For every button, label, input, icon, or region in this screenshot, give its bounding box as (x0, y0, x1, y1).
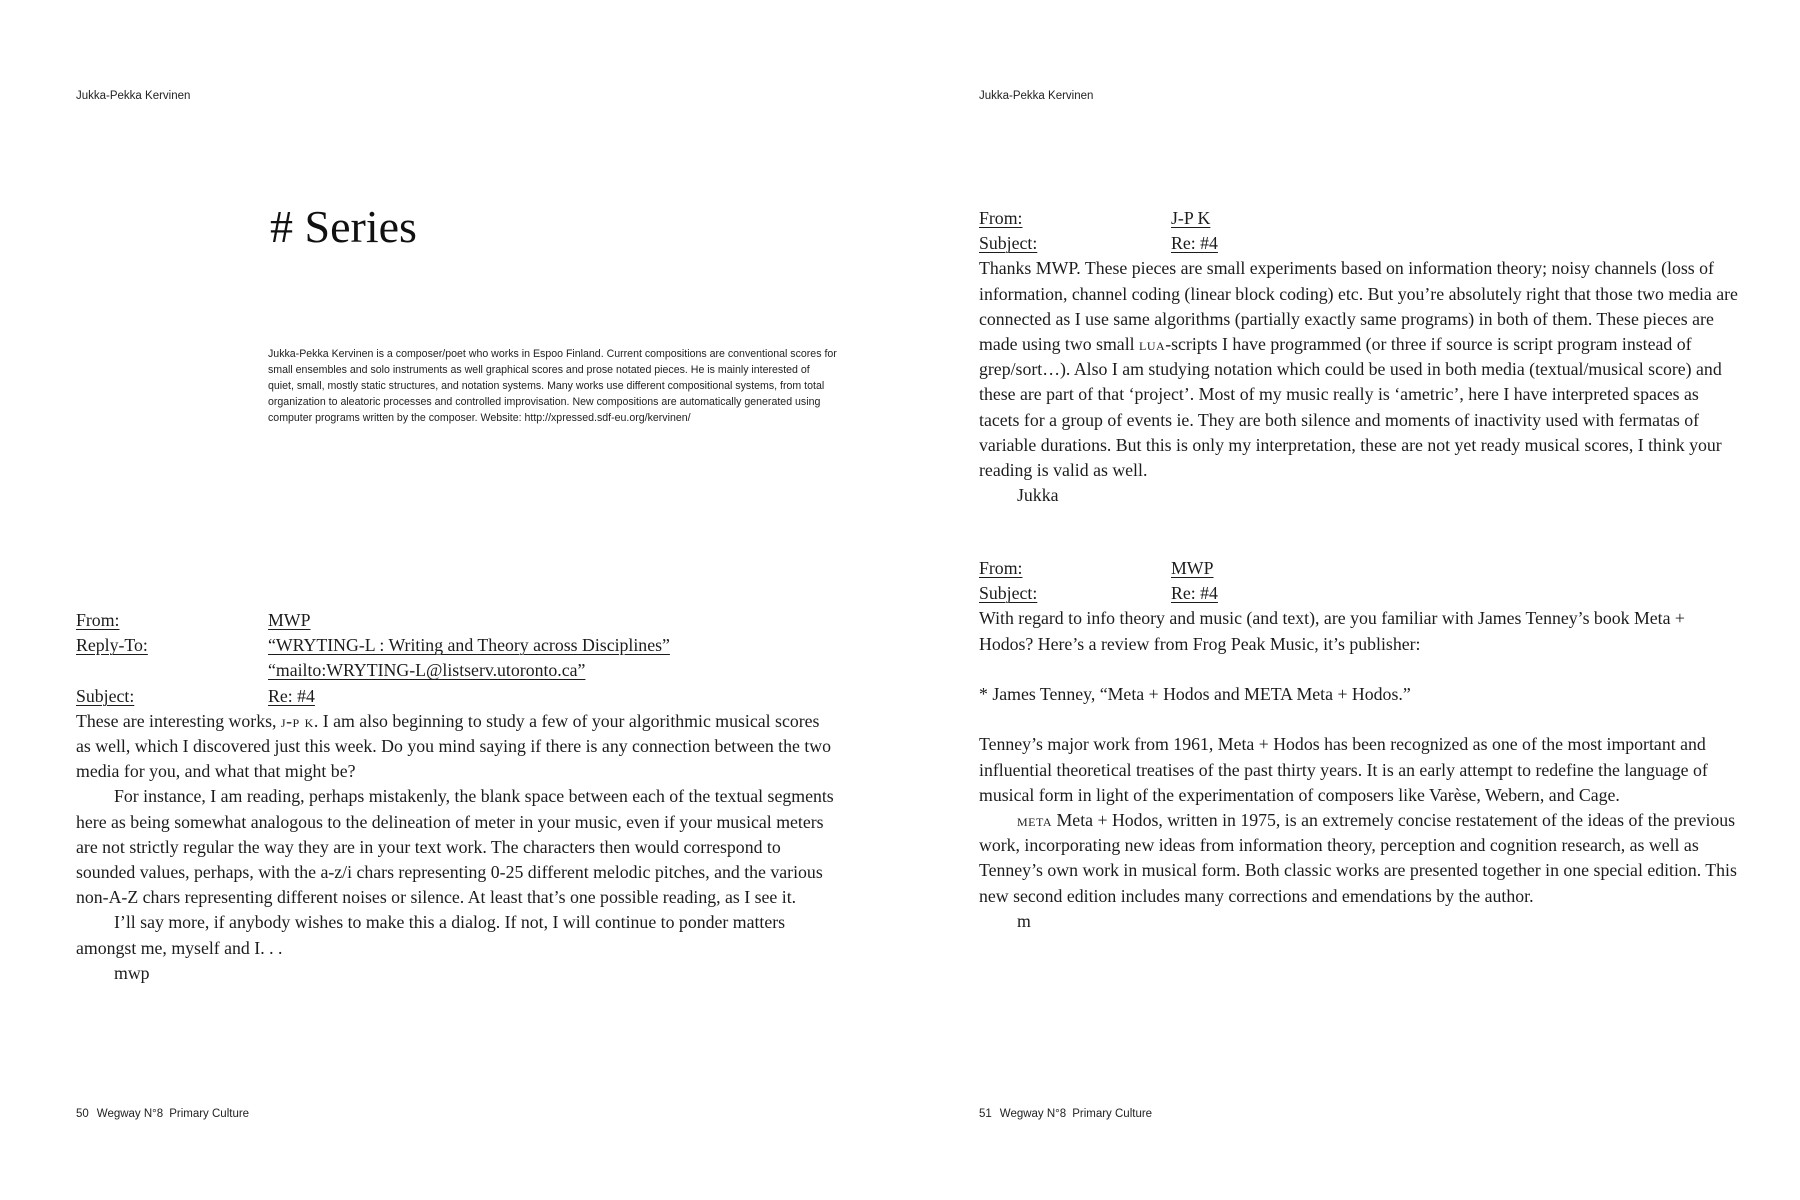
from-value: MWP (1171, 558, 1214, 578)
author-bio: Jukka-Pekka Kervinen is a composer/poet who works in Espoo Finland. Current compositions are conventional scores for small ensembles and solo instruments as well graphical scores and prose notated pieces. He is mainly interested of quiet, small, mostly static structures, and notation systems. Many works use different compositional systems, from total organization to aleatoric processes and controlled improvisation. New compositions are automatically generated using computer programs written by the composer. Website: http://xpressed.sdf-eu.org/kervinen/ (268, 348, 837, 424)
email-body (979, 256, 1739, 508)
folio (76, 1108, 249, 1120)
body-paragraph (979, 256, 1739, 483)
section-name: Primary Culture (1072, 1108, 1153, 1120)
replyto-label: Reply-To: (76, 635, 148, 656)
magazine-name: Wegway N°8 (96, 1108, 164, 1120)
replyto-value-line2: “mailto:WRYTING-L@listserv.utoronto.ca” (268, 660, 586, 681)
text-run: These are interesting works, (76, 710, 281, 731)
text-run: . I am also beginning to study a few of your algorithmic musical scores as well, which I discovered just this week. Do you mind saying if there is any connection between the two media for you, and what that might be? (76, 710, 832, 782)
email-message (979, 556, 1739, 934)
email-header-subject (76, 684, 836, 709)
signature: mwp (114, 962, 150, 983)
folio (979, 1108, 1152, 1120)
email-body (76, 709, 836, 986)
paragraph-gap (979, 707, 1739, 732)
subject-value: Re: #4 (1171, 583, 1218, 604)
text-run: Thanks MWP. These pieces are small experiments based on information theory; noisy channels (loss of information, channel coding (linear block coding) etc. But you’re absolutely right that those two media are connected as I use same algorithms (partially exactly same programs) in both of them. These pieces are made using two small (979, 258, 1738, 355)
body-paragraph: Tenney’s major work from 1961, Meta + Hodos has been recognized as one of the most important and influential theoretical treatises of the past thirty years. It is an early attempt to redefine the language of musical form in light of the experimentation of composers like Varèse, Webern, and Cage. (979, 734, 1708, 805)
page-number: 51 (979, 1108, 992, 1120)
subject-label: Subject: (979, 233, 1038, 254)
subject-label: Subject: (76, 685, 135, 706)
from-label: From: (979, 208, 1023, 228)
email-message (979, 206, 1739, 508)
subject-value: Re: #4 (268, 685, 315, 706)
magazine-name: Wegway N°8 (999, 1108, 1067, 1120)
text-run: Meta + Hodos, written in 1975, is an extremely concise restatement of the ideas of the previous work, incorporating new ideas from information theory, perception and cognition research, as well as Tenney’s own work in musical form. Both classic works are presented together in one special edition. This new second edition includes many corrections and emendations by the author. (979, 810, 1737, 906)
subject-value: Re: #4 (1171, 233, 1218, 254)
body-paragraph (76, 709, 836, 785)
section-name: Primary Culture (169, 1108, 250, 1120)
replyto-value-line1: “WRYTING-L : Writing and Theory across Disciplines” (268, 635, 670, 656)
body-paragraph: For instance, I am reading, perhaps mistakenly, the blank space between each of the textual segments here as being somewhat analogous to the delineation of meter in your music, even if your musical meters are not strictly regular the way they are in your text work. The characters then would correspond to sounded values, perhaps, with the a-z/i chars representing 0-25 different melodic pitches, and the various non-A-Z chars representing different noises or silence. At least that’s one possible reading, as I see it. (76, 786, 834, 908)
signature: m (1017, 910, 1031, 931)
from-value: J-P K (1171, 208, 1211, 228)
email-header-replyto (76, 633, 836, 658)
email-header-from (76, 608, 836, 633)
page-number: 50 (76, 1108, 89, 1120)
running-head: Jukka-Pekka Kervinen (979, 90, 1094, 102)
small-caps-run: j-p k (280, 710, 314, 731)
body-paragraph: I’ll say more, if anybody wishes to make this a dialog. If not, I will continue to ponder matters amongst me, myself and I. . . (76, 912, 786, 958)
email-header-subject (979, 231, 1739, 256)
running-head: Jukka-Pekka Kervinen (76, 90, 191, 102)
subject-label: Subject: (979, 583, 1038, 604)
from-label: From: (979, 558, 1023, 578)
email-message (76, 608, 836, 986)
email-header-subject (979, 581, 1739, 606)
from-value: MWP (268, 610, 311, 630)
text-run: -scripts I have programmed (or three if source is script program instead of grep/sort…). Also I am studying notation which could be used in both media (textual/musical score) and these are part of that ‘project’. Most of my music really is ‘ametric’, here I have interpreted spaces as tacets for a group of events ie. They are both silence and moments of inactivity used with fermatas of variable durations. But this is only my interpretation, these are not yet ready musical scores, I think your reading is valid as well. (979, 334, 1722, 481)
email-header-from (979, 206, 1739, 231)
signature: Jukka (1017, 485, 1059, 506)
email-body (979, 606, 1739, 934)
body-paragraph (979, 808, 1739, 909)
email-header-from (979, 556, 1739, 581)
small-caps-run: lua (1139, 334, 1166, 355)
small-caps-run: meta (1017, 810, 1053, 830)
from-label: From: (76, 610, 120, 630)
body-paragraph: With regard to info theory and music (and text), are you familiar with James Tenney’s book Meta + Hodos? Here’s a review from Frog Peak Music, it’s publisher: (979, 608, 1685, 654)
citation: * James Tenney, “Meta + Hodos and META Meta + Hodos.” (979, 684, 1411, 704)
email-header-replyto-cont (76, 658, 836, 683)
page-title: # Series (270, 201, 417, 252)
paragraph-gap (979, 657, 1739, 682)
